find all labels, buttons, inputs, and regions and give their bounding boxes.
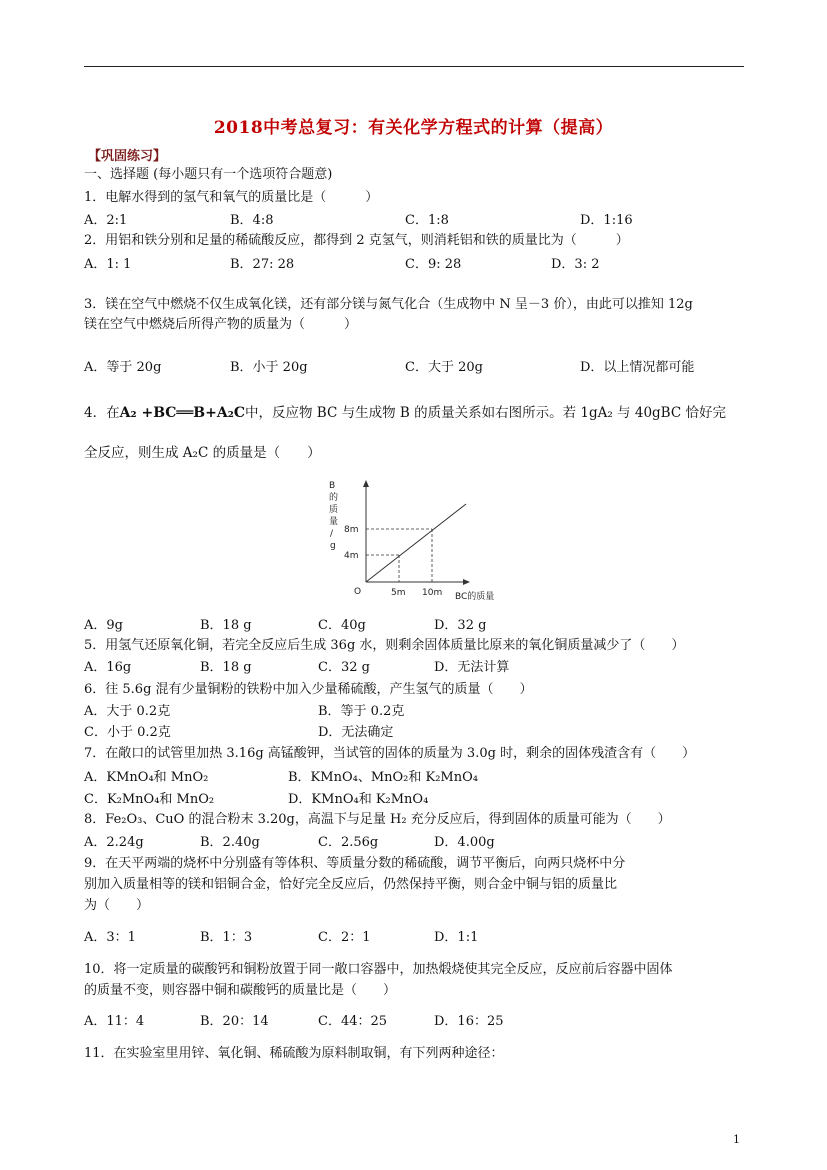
q6-option-c: C．小于 0.2克 [84,725,171,740]
q2-option-d: D．3: 2 [551,257,600,272]
question-11: 11．在实验室里用锌、氧化铜、稀硫酸为原料制取铜，有下列两种途径： [84,1046,504,1061]
y-axis-arrow [363,480,369,487]
question-8: 8．Fe₂O₃、CuO 的混合粉末 3.20g，高温下与足量 H₂ 充分反应后，得到固体的质量可能为（ ） [84,812,671,827]
x-axis-label: BC的质量 [455,592,495,602]
q5-option-a: A．16g [84,660,132,675]
q3-option-a: A．等于 20g [84,360,162,375]
page-number: 1 [733,1133,740,1146]
y-label-char: B [329,481,336,491]
question-3-line-1: 3．镁在空气中燃烧不仅生成氧化镁，还有部分镁与氮气化合（生成物中 N 呈－3 价），由此可以推知 12g [84,297,693,312]
y-label-char: 质 [329,505,339,515]
y-tick-8m: 8m [344,525,359,535]
y-tick-4m: 4m [344,551,359,561]
question-5: 5．用氢气还原氧化铜，若完全反应后生成 36g 水，则剩余固体质量比原来的氧化铜质量减少了（ ） [84,638,685,653]
question-3-line-2: 镁在空气中燃烧后所得产物的质量为（ ） [84,317,358,332]
q9-option-b: B．1：3 [200,930,253,945]
question-6: 6．往 5.6g 混有少量铜粉的铁粉中加入少量稀硫酸，产生氢气的质量（ ） [84,682,533,697]
q7-option-d: D．KMnO₄和 K₂MnO₄ [288,792,429,807]
q9-option-c: C．2：1 [318,930,371,945]
q9-option-a: A．3：1 [84,930,136,945]
q1-option-b: B．4:8 [230,213,274,228]
q2-option-a: A．1: 1 [84,257,132,272]
q10-option-b: B．20：14 [200,1014,269,1029]
question-1: 1．电解水得到的氢气和氧气的质量比是（ ） [84,190,379,205]
question-9-line-3: 为（ ） [84,898,150,913]
q4-prefix: 4．在 [84,405,120,421]
q7-option-c: C．K₂MnO₄和 MnO₂ [84,792,215,807]
q8-option-a: A．2.24g [84,835,144,850]
question-2: 2．用铝和铁分别和足量的稀硫酸反应，都得到 2 克氢气，则消耗铝和铁的质量比为（ ） [84,233,629,248]
question-4-line-1 [84,405,726,421]
origin-label: O [354,587,362,597]
y-label-char: 的 [329,493,339,503]
q5-option-c: C．32 g [318,660,370,675]
relation-line [366,504,466,582]
x-axis-arrow [463,579,470,585]
question-10-line-1: 10．将一定质量的碳酸钙和铜粉放置于同一敞口容器中，加热煅烧使其完全反应，反应前后容器中固体 [84,962,673,977]
q6-option-b: B．等于 0.2克 [318,704,405,719]
q10-option-d: D．16：25 [434,1014,504,1029]
q1-option-a: A．2:1 [84,213,128,228]
q8-option-c: C．2.56g [318,835,379,850]
q7-option-a: A．KMnO₄和 MnO₂ [84,770,209,785]
question-9-line-2: 别加入质量相等的镁和铝铜合金，恰好完全反应后，仍然保持平衡，则合金中铜与铝的质量比 [84,877,618,892]
q4-option-b: B．18 g [200,618,252,633]
y-label-char: g [330,541,336,551]
section-heading: 【巩固练习】 [88,149,167,164]
q6-option-a: A．大于 0.2克 [84,704,171,719]
q10-option-a: A．11：4 [84,1014,145,1029]
q10-option-c: C．44：25 [318,1014,388,1029]
x-tick-10m: 10m [422,588,443,598]
q1-option-d: D．1:16 [580,213,633,228]
q4-option-d: D．32 g [434,618,487,633]
q5-option-d: D．无法计算 [434,660,510,675]
q4-line1-rest: 中，反应物 BC 与生成物 B 的质量关系如右图所示。若 1gA₂ 与 40gBC 恰好完 [245,405,726,421]
y-label-char: 量 [329,517,339,527]
q4-option-c: C．40g [318,618,366,633]
y-label-char: / [330,529,334,539]
question-7: 7．在敞口的试管里加热 3.16g 高锰酸钾，当试管的固体的质量为 3.0g 时，剩余的固体残渣含有（ ） [84,746,696,761]
page-title: 2018中考总复习：有关化学方程式的计算（提高） [213,118,614,138]
x-tick-5m: 5m [391,588,406,598]
header-rule [84,66,744,67]
mass-relation-graph [316,478,506,606]
q3-option-b: B．小于 20g [230,360,308,375]
q1-option-c: C．1:8 [405,213,449,228]
q4-equation: A₂ +BC══B+A₂C [119,405,245,421]
q8-option-d: D．4.00g [434,835,495,850]
q5-option-b: B．18 g [200,660,252,675]
question-10-line-2: 的质量不变，则容器中铜和碳酸钙的质量比是（ ） [84,983,397,998]
q3-option-c: C．大于 20g [405,360,483,375]
q3-option-d: D．以上情况都可能 [580,360,695,375]
q6-option-d: D．无法确定 [318,725,394,740]
q7-option-b: B．KMnO₄、MnO₂和 K₂MnO₄ [288,770,478,785]
q8-option-b: B．2.40g [200,835,260,850]
q9-option-d: D．1:1 [434,930,479,945]
part-heading: 一、选择题 (每小题只有一个选项符合题意) [84,167,333,182]
q4-option-a: A．9g [84,618,123,633]
question-4-line-2: 全反应，则生成 A₂C 的质量是（ ） [84,445,321,461]
q2-option-b: B．27: 28 [230,257,295,272]
y-axis-label [329,481,338,551]
question-9-line-1: 9．在天平两端的烧杯中分别盛有等体积、等质量分数的稀硫酸，调节平衡后，向两只烧杯中分 [84,856,626,871]
q2-option-c: C．9: 28 [405,257,462,272]
